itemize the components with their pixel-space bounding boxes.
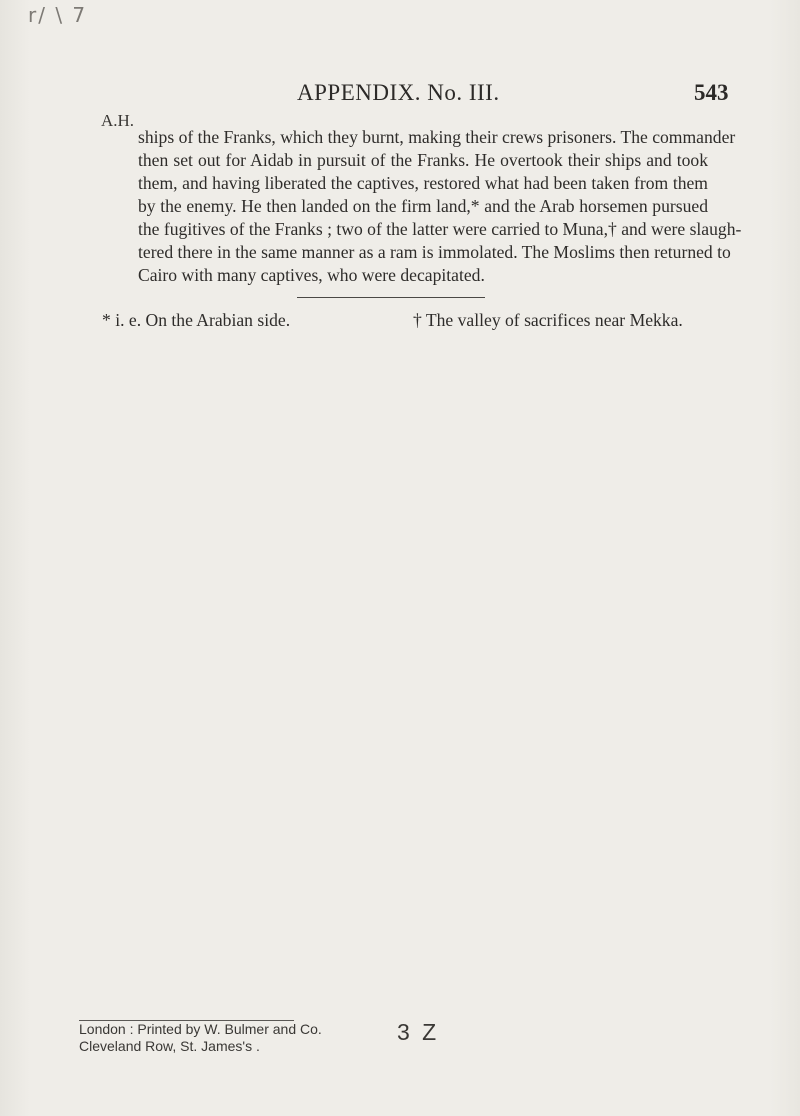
footnote-arabian-side: * i. e. On the Arabian side. bbox=[102, 310, 291, 330]
body-line: the fugitives of the Franks ; two of the latter were carried to Muna,† and were slaugh- bbox=[138, 219, 742, 239]
printer-imprint bbox=[79, 1021, 322, 1055]
side-label-ah: A.H. bbox=[101, 111, 135, 130]
imprint-line-1: London : Printed by W. Bulmer and Co. bbox=[79, 1021, 322, 1037]
running-head: APPENDIX. No. III. bbox=[297, 80, 500, 105]
marginal-scribble: r/ \ 7 bbox=[28, 3, 88, 27]
body-paragraph bbox=[138, 126, 742, 287]
body-line: by the enemy. He then landed on the firm land,* and the Arab horsemen pursued bbox=[138, 196, 708, 216]
body-line: then set out for Aidab in pursuit of the Franks. He overtook their ships and took bbox=[138, 150, 708, 170]
imprint-line-2: Cleveland Row, St. James's . bbox=[79, 1038, 260, 1054]
body-line: tered there in the same manner as a ram is immolated. The Moslims then returned to bbox=[138, 242, 731, 262]
footnote-valley-of-sacrifices: † The valley of sacrifices near Mekka. bbox=[413, 310, 683, 330]
signature-mark: 3 Z bbox=[397, 1019, 440, 1045]
body-line: ships of the Franks, which they burnt, making their crews prisoners. The commander bbox=[138, 127, 736, 147]
body-line: Cairo with many captives, who were decapitated. bbox=[138, 265, 485, 285]
footnote-divider bbox=[297, 297, 485, 298]
page-number: 543 bbox=[694, 80, 729, 105]
body-line: them, and having liberated the captives, restored what had been taken from them bbox=[138, 173, 708, 193]
